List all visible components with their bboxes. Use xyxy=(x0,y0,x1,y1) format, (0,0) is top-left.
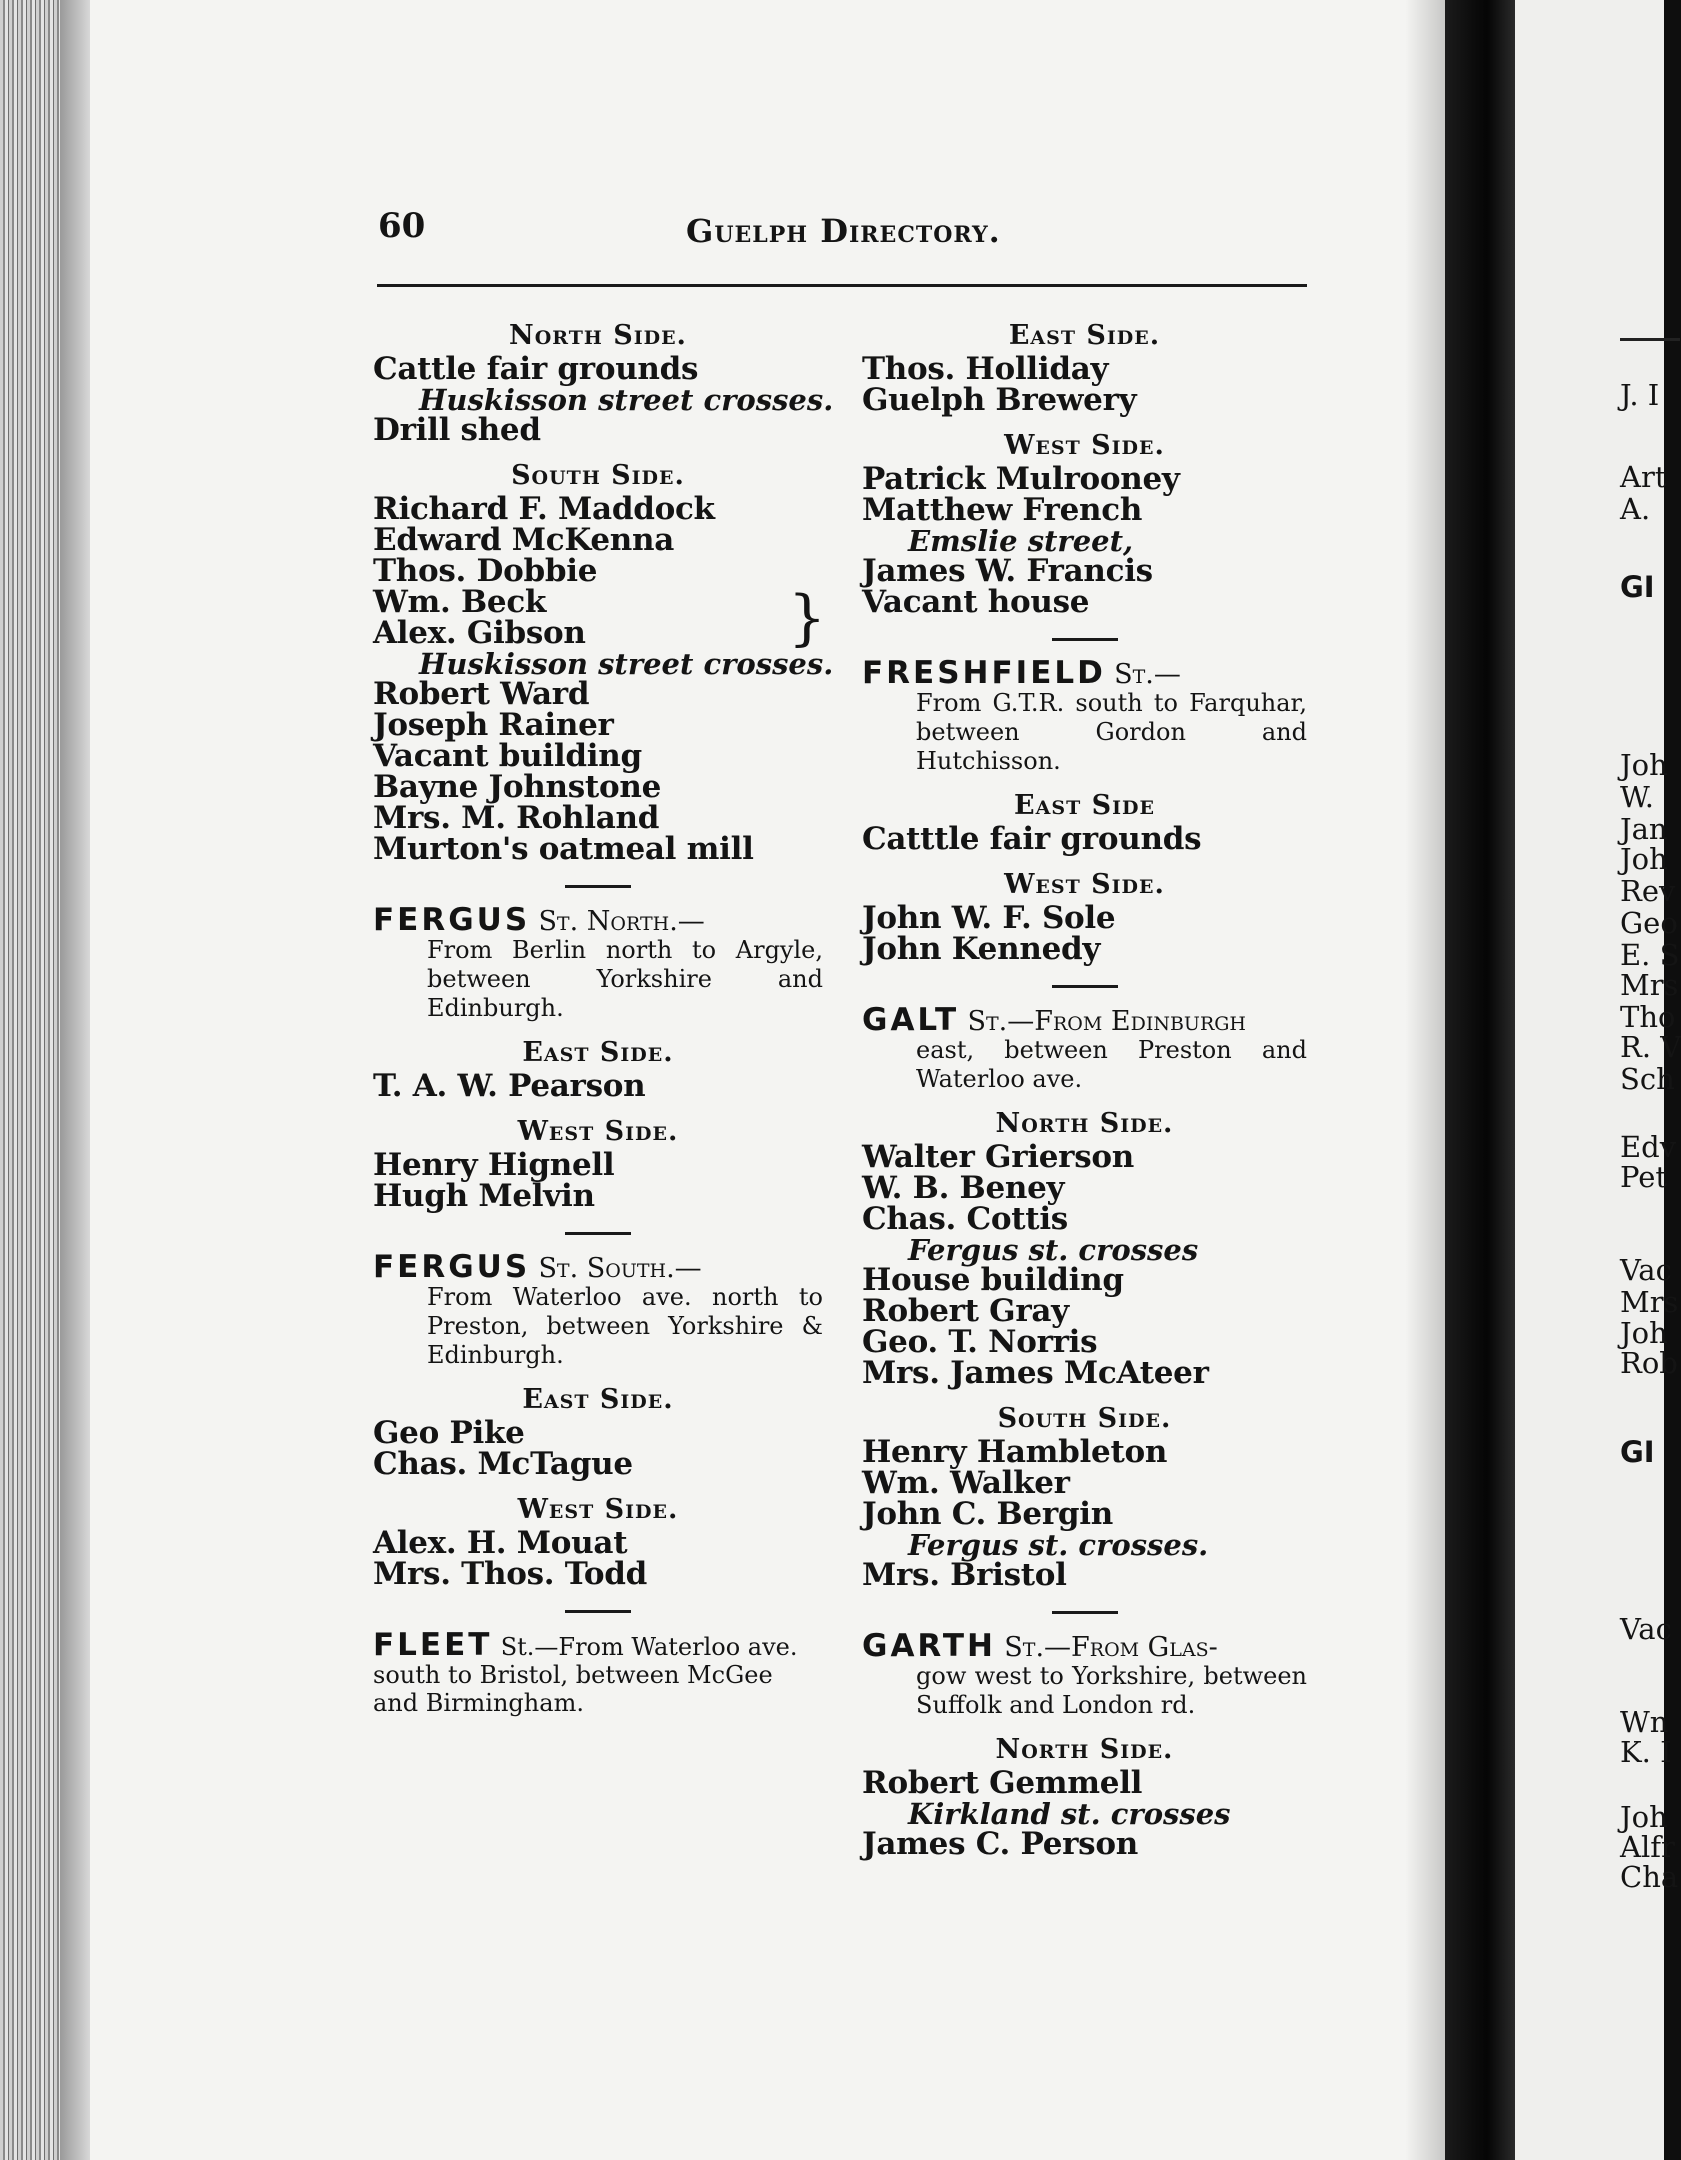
directory-entry: Mrs. M. Rohland xyxy=(373,800,660,836)
directory-entry: John C. Bergin xyxy=(862,1496,1113,1532)
directory-entry: Chas. McTague xyxy=(373,1446,633,1482)
facing-page-text-fragment: GI xyxy=(1620,570,1655,604)
directory-entry: Matthew French xyxy=(862,492,1143,528)
street-heading xyxy=(862,1628,1307,1720)
street-suffix: St.—From Glas- xyxy=(1004,1632,1218,1663)
facing-page-text-fragment: Tho xyxy=(1620,1000,1676,1034)
facing-page-text-fragment: Wn xyxy=(1620,1705,1669,1739)
directory-entry: Thos. Holliday xyxy=(862,351,1109,387)
running-title: Guelph Directory. xyxy=(686,212,1001,250)
directory-entry: Drill shed xyxy=(373,412,541,448)
facing-page-text-fragment: Joh xyxy=(1620,1800,1668,1834)
directory-entry: Henry Hambleton xyxy=(862,1434,1168,1470)
street-title xyxy=(373,902,823,938)
facing-page-text-fragment: J. I xyxy=(1620,378,1660,412)
directory-entry: Wm. Beck xyxy=(373,584,547,620)
street-suffix: St.—From Edinburgh xyxy=(967,1006,1246,1037)
street-name: FERGUS xyxy=(373,902,531,938)
side-heading: North Side. xyxy=(509,320,687,351)
side-heading: West Side. xyxy=(1004,430,1165,461)
facing-page-fragment xyxy=(1515,0,1681,2160)
section-separator xyxy=(1052,1611,1118,1614)
facing-page-text-fragment: Rev xyxy=(1620,874,1676,908)
street-description: From Waterloo ave. north to Preston, between Yorkshire & Edinburgh. xyxy=(427,1283,823,1369)
section-separator xyxy=(565,1610,631,1613)
directory-entry: Henry Hignell xyxy=(373,1147,615,1183)
directory-entry: Vacant house xyxy=(862,584,1090,620)
facing-page-text-fragment: Mrs xyxy=(1620,968,1679,1002)
facing-page-text-fragment: K. I xyxy=(1620,1735,1672,1769)
directory-entry: Thos. Dobbie xyxy=(373,553,598,589)
directory-entry: Robert Gemmell xyxy=(862,1765,1143,1801)
street-heading xyxy=(862,655,1307,776)
street-name: FRESHFIELD xyxy=(862,655,1106,691)
directory-entry: Geo Pike xyxy=(373,1415,525,1451)
book-page-edges xyxy=(0,0,60,2160)
side-heading: East Side. xyxy=(522,1384,674,1415)
directory-entry: Walter Grierson xyxy=(862,1139,1134,1175)
street-suffix: St.—From Waterloo ave. south to Bristol, between McGee and Birmingham. xyxy=(373,1633,798,1717)
directory-entry: T. A. W. Pearson xyxy=(373,1068,646,1104)
street-title xyxy=(862,655,1307,691)
directory-entry: James C. Person xyxy=(862,1826,1138,1862)
directory-entry: Chas. Cottis xyxy=(862,1201,1068,1237)
facing-page-text-fragment: E. S xyxy=(1620,938,1680,972)
directory-entry: Robert Ward xyxy=(373,676,590,712)
cross-street-note: Emslie street, xyxy=(908,524,1134,558)
section-separator xyxy=(1052,985,1118,988)
directory-entry: Murton's oatmeal mill xyxy=(373,831,754,867)
page-number: 60 xyxy=(378,206,426,246)
header-rule xyxy=(377,284,1307,287)
side-heading: West Side. xyxy=(517,1494,679,1525)
facing-page-text-fragment: Geo xyxy=(1620,906,1678,940)
directory-entry: Catttle fair grounds xyxy=(862,821,1202,857)
directory-entry: Alex. H. Mouat xyxy=(373,1525,628,1561)
side-heading: East Side. xyxy=(1008,320,1161,351)
street-suffix: St. South.— xyxy=(538,1253,702,1284)
facing-page-text-fragment: Vac xyxy=(1620,1253,1672,1287)
side-heading: North Side. xyxy=(995,1734,1174,1765)
street-description: From Berlin north to Argyle, between Yorkshire and Edinburgh. xyxy=(427,936,823,1022)
street-suffix: St.— xyxy=(1114,659,1181,690)
directory-entry: Robert Gray xyxy=(862,1293,1069,1329)
facing-page-text-fragment: Alfr xyxy=(1620,1830,1675,1864)
directory-entry: House building xyxy=(862,1262,1124,1298)
facing-page-text-fragment: Sch xyxy=(1620,1062,1675,1096)
facing-page-text-fragment: W. xyxy=(1620,780,1654,814)
street-name: GARTH xyxy=(862,1628,997,1664)
section-separator xyxy=(565,885,631,888)
facing-page-text-fragment: Jan xyxy=(1620,812,1668,846)
facing-page-text-fragment: GI xyxy=(1620,1435,1655,1469)
directory-entry: Mrs. Bristol xyxy=(862,1557,1067,1593)
street-name: FERGUS xyxy=(373,1249,531,1285)
side-heading: West Side. xyxy=(1004,869,1165,900)
street-heading xyxy=(862,1002,1307,1094)
cross-street-note: Fergus st. crosses xyxy=(908,1233,1199,1267)
directory-entry: Mrs. James McAteer xyxy=(862,1355,1209,1391)
cross-street-note: Huskisson street crosses. xyxy=(419,383,834,417)
directory-entry: Cattle fair grounds xyxy=(373,351,699,387)
side-heading: South Side. xyxy=(511,460,685,491)
street-heading xyxy=(373,1249,823,1370)
side-heading: North Side. xyxy=(995,1108,1174,1139)
side-heading: South Side. xyxy=(997,1403,1172,1434)
directory-entry: Geo. T. Norris xyxy=(862,1324,1098,1360)
facing-page-text-fragment: Vac xyxy=(1620,1612,1672,1646)
cross-street-note: Kirkland st. crosses xyxy=(908,1797,1231,1831)
facing-page-text-fragment: Art xyxy=(1620,460,1667,494)
directory-entry: Hugh Melvin xyxy=(373,1178,595,1214)
directory-entry: James W. Francis xyxy=(862,553,1153,589)
facing-page-text-fragment: Rob xyxy=(1620,1346,1678,1380)
directory-entry: Wm. Walker xyxy=(862,1465,1070,1501)
directory-entry: John Kennedy xyxy=(862,931,1101,967)
directory-entry: Guelph Brewery xyxy=(862,382,1137,418)
side-heading: West Side. xyxy=(517,1116,679,1147)
street-description: gow west to Yorkshire, between Suffolk and London rd. xyxy=(916,1662,1307,1719)
facing-page-text-fragment: Cha xyxy=(1620,1860,1679,1894)
section-separator xyxy=(565,1232,631,1235)
street-title xyxy=(862,1628,1307,1664)
directory-entry: Vacant building xyxy=(373,738,642,774)
directory-entry: Alex. Gibson xyxy=(373,615,586,651)
section-separator xyxy=(1052,638,1118,641)
directory-entry: Richard F. Maddock xyxy=(373,491,715,527)
facing-page-text-fragment: R. V xyxy=(1620,1030,1681,1064)
street-heading xyxy=(373,1627,823,1717)
facing-page-text-fragment: Joh xyxy=(1620,1316,1668,1350)
book-gutter xyxy=(1445,0,1515,2160)
street-description: east, between Preston and Waterloo ave. xyxy=(916,1036,1307,1093)
directory-entry: Mrs. Thos. Todd xyxy=(373,1556,648,1592)
directory-entry: John W. F. Sole xyxy=(862,900,1116,936)
facing-page-text-fragment: Joh xyxy=(1620,748,1668,782)
directory-entry: Joseph Rainer xyxy=(373,707,614,743)
street-description: From G.T.R. south to Farquhar, between Gordon and Hutchisson. xyxy=(916,689,1307,775)
street-title xyxy=(373,1249,823,1285)
facing-page-text-fragment: Mrs xyxy=(1620,1285,1679,1319)
facing-page-rule xyxy=(1620,338,1680,341)
street-name: GALT xyxy=(862,1002,960,1038)
street-heading xyxy=(373,902,823,1023)
cross-street-note: Fergus st. crosses. xyxy=(908,1528,1209,1562)
side-heading: East Side xyxy=(1014,790,1155,821)
facing-page-text-fragment: Joh xyxy=(1620,842,1668,876)
facing-page-text-fragment: Edv xyxy=(1620,1130,1677,1164)
directory-entry: W. B. Beney xyxy=(862,1170,1065,1206)
brace-mark: } xyxy=(788,583,827,653)
directory-entry: Edward McKenna xyxy=(373,522,675,558)
directory-entry: Bayne Johnstone xyxy=(373,769,661,805)
left-column xyxy=(373,318,834,1717)
facing-page-text-fragment: A. xyxy=(1620,492,1651,526)
cross-street-note: Huskisson street crosses. xyxy=(419,647,834,681)
facing-page-text-fragment: Pet xyxy=(1620,1160,1668,1194)
street-title xyxy=(373,1627,823,1717)
street-suffix: St. North.— xyxy=(538,906,705,937)
street-title xyxy=(862,1002,1307,1038)
street-name: FLEET xyxy=(373,1627,493,1663)
right-column xyxy=(862,318,1307,1860)
directory-entry: Patrick Mulrooney xyxy=(862,461,1180,497)
side-heading: East Side. xyxy=(522,1037,674,1068)
